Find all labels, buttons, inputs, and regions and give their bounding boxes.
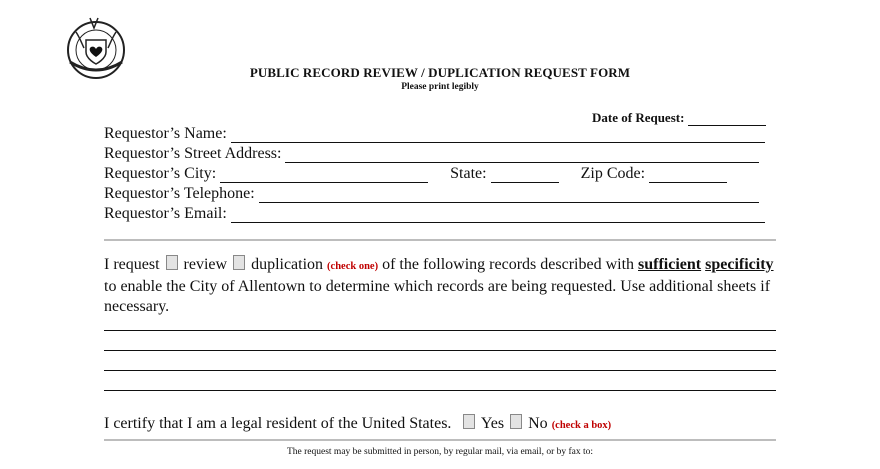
footer-text: The request may be submitted in person, by regular mail, via email, or by fax to: bbox=[286, 447, 594, 457]
yes-label: Yes bbox=[480, 415, 505, 432]
review-label: review bbox=[183, 256, 228, 273]
name-row bbox=[104, 125, 765, 143]
form-title: PUBLIC RECORD REVIEW / DUPLICATION REQUEST FORM bbox=[249, 65, 631, 80]
check-one-note: (check one) bbox=[327, 261, 379, 272]
records-description-line-2[interactable] bbox=[104, 350, 776, 351]
records-description-line-3[interactable] bbox=[104, 370, 776, 371]
certify-text: I certify that I am a legal resident of the United States. bbox=[104, 415, 452, 432]
request-paragraph bbox=[104, 255, 784, 317]
review-checkbox[interactable] bbox=[166, 255, 178, 270]
street-field[interactable] bbox=[285, 147, 759, 163]
name-label: Requestor’s Name: bbox=[104, 125, 227, 142]
street-label: Requestor’s Street Address: bbox=[104, 145, 282, 162]
date-of-request-row bbox=[592, 110, 766, 126]
no-checkbox[interactable] bbox=[510, 414, 522, 429]
city-field[interactable] bbox=[220, 167, 428, 183]
footer-divider bbox=[104, 439, 776, 441]
city-row bbox=[104, 165, 727, 183]
email-label: Requestor’s Email: bbox=[104, 205, 227, 222]
telephone-field[interactable] bbox=[259, 187, 759, 203]
records-description-line-4[interactable] bbox=[104, 390, 776, 391]
section-divider bbox=[104, 239, 776, 241]
request-intro: I request bbox=[104, 256, 160, 273]
yes-checkbox[interactable] bbox=[463, 414, 475, 429]
zip-label: Zip Code: bbox=[580, 165, 646, 182]
request-rest-text: to enable the City of Allentown to determine which records are being requested. Use additional sheets if necessary. bbox=[104, 278, 771, 315]
duplication-label: duplication bbox=[251, 256, 324, 273]
duplication-checkbox[interactable] bbox=[233, 255, 245, 270]
request-mid-text: of the following records described with bbox=[382, 256, 635, 273]
email-row bbox=[104, 205, 765, 223]
form-subtitle: Please print legibly bbox=[401, 82, 479, 92]
telephone-label: Requestor’s Telephone: bbox=[104, 185, 255, 202]
no-label: No bbox=[528, 415, 548, 432]
name-field[interactable] bbox=[231, 127, 765, 143]
date-of-request-field[interactable] bbox=[688, 111, 766, 126]
date-of-request-label: Date of Request: bbox=[592, 110, 685, 125]
sufficient-emphasis: sufficient bbox=[638, 256, 702, 273]
city-label: Requestor’s City: bbox=[104, 165, 217, 182]
street-row bbox=[104, 145, 759, 163]
records-description-line-1[interactable] bbox=[104, 330, 776, 331]
zip-field[interactable] bbox=[649, 167, 727, 183]
state-label: State: bbox=[450, 165, 487, 182]
state-field[interactable] bbox=[491, 167, 559, 183]
telephone-row bbox=[104, 185, 759, 203]
check-a-box-note: (check a box) bbox=[551, 420, 612, 431]
specificity-emphasis: specificity bbox=[705, 256, 774, 273]
certify-row bbox=[104, 414, 611, 433]
email-field[interactable] bbox=[231, 207, 765, 223]
